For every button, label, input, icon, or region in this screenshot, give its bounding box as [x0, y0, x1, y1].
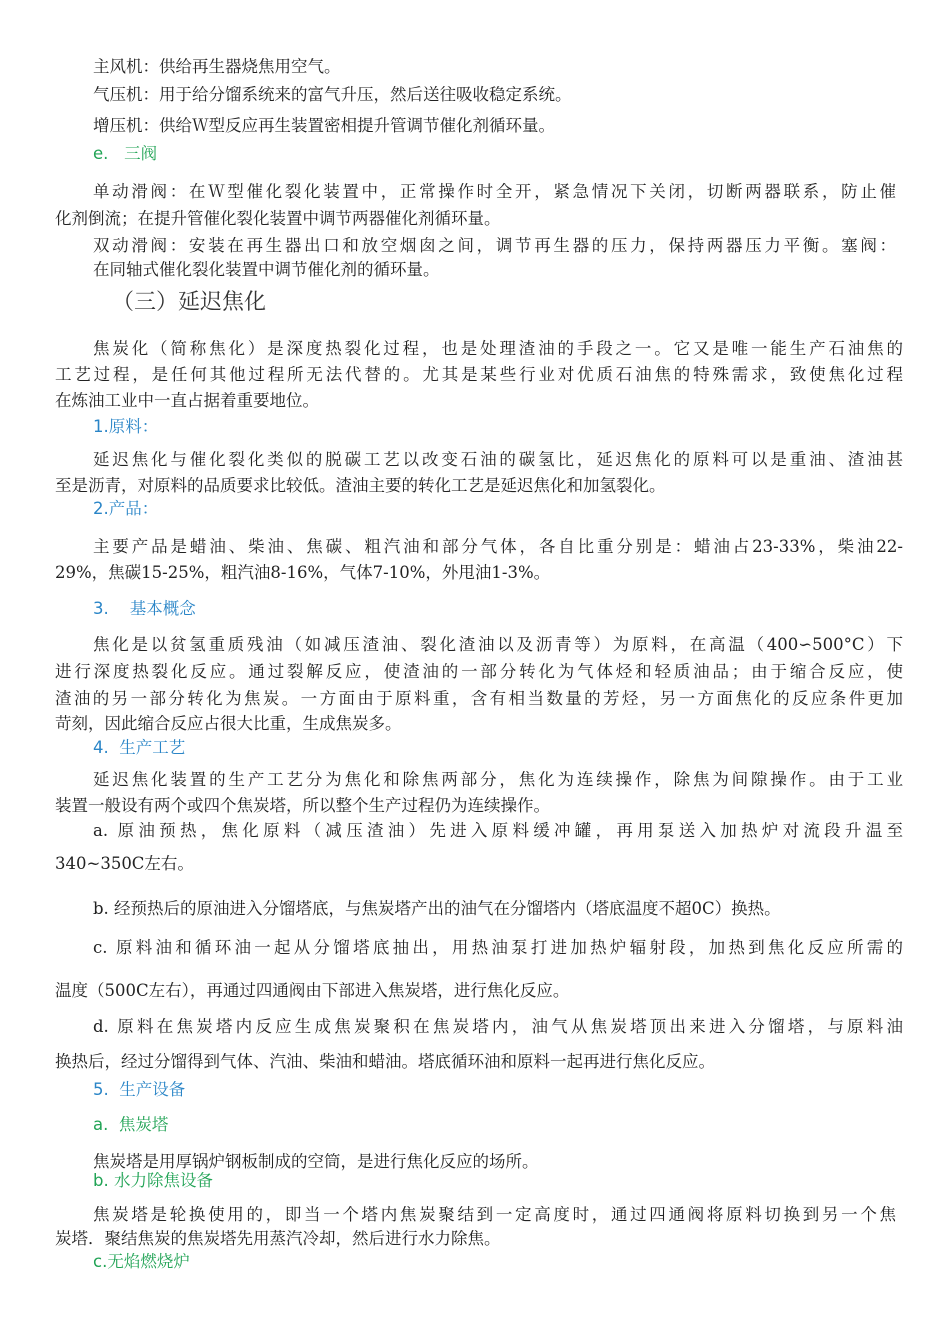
step-a-line2: 340~350C左右。: [55, 854, 194, 873]
heading-marker: b.: [93, 1171, 109, 1190]
heading-three-valves: [93, 143, 157, 165]
paragraph-coke-tower: 焦炭塔是用厚锅炉钢板制成的空筒，是进行焦化反应的场所。: [93, 1152, 539, 1171]
heading-raw-material: 1.原料：: [93, 417, 159, 436]
paragraph-single-slide-valve-line1: 单动滑阀：在Ｗ型催化裂化装置中，正常操作时全开，紧急情况下关闭，切断两器联系，防止催: [93, 182, 896, 201]
paragraph-decoking-line1: 焦炭塔是轮换使用的，即当一个塔内焦炭聚结到一定高度时，通过四通阀将原料切换到另一个焦: [93, 1205, 896, 1224]
paragraph-double-slide-valve-line2: 在同轴式催化裂化装置中调节催化剂的循环量。: [93, 260, 440, 279]
paragraph-single-slide-valve-line2: 化剂倒流；在提升管催化裂化装置中调节两器催化剂循环量。: [55, 209, 501, 228]
paragraph-products-line1: 主要产品是蜡油、柴油、焦碳、粗汽油和部分气体，各自比重分别是：蜡油占23-33%，柴油22-: [93, 537, 903, 556]
paragraph-process-line1: 延迟焦化装置的生产工艺分为焦化和除焦两部分，焦化为连续操作，除焦为间隙操作。由于工业: [93, 770, 903, 789]
paragraph-booster: 增压机：供给Ｗ型反应再生装置密相提升管调节催化剂循环量。: [93, 116, 555, 135]
heading-production-equipment: [93, 1079, 185, 1101]
step-d-line2: 换热后，经过分馏得到气体、汽油、柴油和蜡油。塔底循环油和原料一起再进行焦化反应。: [55, 1052, 715, 1071]
paragraph-products-line2: 29%，焦碳15-25%，粗汽油8-16%，气体7-10%，外甩油1-3%。: [55, 563, 551, 582]
paragraph-double-slide-valve-line1: 双动滑阀：安装在再生器出口和放空烟囱之间，调节再生器的压力，保持两器压力平衡。塞阀：: [93, 236, 896, 255]
heading-marker: 3.: [93, 599, 109, 618]
paragraph-intro-line1: 焦炭化（简称焦化）是深度热裂化过程，也是处理渣油的手段之一。它又是唯一能生产石油焦的: [93, 339, 903, 358]
section-title-delayed-coking: （三）延迟焦化: [112, 290, 267, 315]
paragraph-concept-line2: 进行深度热裂化反应。通过裂解反应，使渣油的一部分转化为气体烃和轻质油品；由于缩合反应，使: [55, 662, 903, 681]
heading-text: 无焰燃烧炉: [107, 1252, 190, 1271]
heading-text: 水力除焦设备: [113, 1171, 213, 1190]
paragraph-raw-material-line1: 延迟焦化与催化裂化类似的脱碳工艺以改变石油的碳氢比，延迟焦化的原料可以是重油、渣油甚: [93, 450, 903, 469]
heading-production-process: [93, 737, 185, 759]
step-c-line2: 温度（500C左右），再通过四通阀由下部进入焦炭塔，进行焦化反应。: [55, 981, 570, 1000]
step-b-line1: b. 经预热后的原油进入分馏塔底，与焦炭塔产出的油气在分馏塔内（塔底温度不超0C）换热。: [93, 899, 781, 918]
paragraph-intro-line2: 工艺过程，是任何其他过程所无法代替的。尤其是某些行业对优质石油焦的特殊需求，致使焦化过程: [55, 365, 903, 384]
heading-marker: a.: [93, 1115, 109, 1134]
heading-text: 生产工艺: [119, 738, 186, 757]
paragraph-gas-compressor: 气压机：用于给分馏系统来的富气升压，然后送往吸收稳定系统。: [93, 85, 572, 104]
heading-marker: 4.: [93, 738, 109, 757]
paragraph-decoking-line2: 炭塔．聚结焦炭的焦炭塔先用蒸汽冷却，然后进行水力除焦。: [55, 1229, 501, 1248]
heading-marker: c.: [93, 1252, 108, 1271]
heading-text: 焦炭塔: [118, 1115, 169, 1134]
heading-text: 生产设备: [119, 1080, 186, 1099]
heading-text: 三阀: [124, 144, 158, 163]
paragraph-concept-line3: 渣油的另一部分转化为焦炭。一方面由于原料重，含有相当数量的芳烃，另一方面焦化的反应条件更加: [55, 689, 903, 708]
step-c-line1: c. 原料油和循环油一起从分馏塔底抽出，用热油泵打进加热炉辐射段，加热到焦化反应所需的: [93, 938, 903, 957]
paragraph-intro-line3: 在炼油工业中一直占据着重要地位。: [55, 391, 319, 410]
heading-basic-concept: [93, 598, 196, 620]
heading-marker: e.: [93, 144, 109, 163]
heading-hydraulic-decoking: [93, 1170, 213, 1192]
paragraph-raw-material-line2: 至是沥青，对原料的品质要求比较低。渣油主要的转化工艺是延迟焦化和加氢裂化。: [55, 476, 666, 495]
paragraph-main-blower: 主风机：供给再生器烧焦用空气。: [93, 57, 341, 76]
heading-flameless-furnace: [93, 1251, 190, 1273]
paragraph-process-line2: 装置一般设有两个或四个焦炭塔，所以整个生产过程仍为连续操作。: [55, 796, 550, 815]
paragraph-concept-line1: 焦化是以贫氢重质残油（如减压渣油、裂化渣油以及沥青等）为原料，在高温（400∽500°C）下: [93, 635, 903, 654]
heading-marker: 5.: [93, 1080, 109, 1099]
heading-coke-tower: [93, 1114, 168, 1136]
heading-text: 基本概念: [129, 599, 196, 618]
step-a-line1: a. 原油预热，焦化原料（减压渣油）先进入原料缓冲罐，再用泵送入加热炉对流段升温至: [93, 821, 903, 840]
step-d-line1: d. 原料在焦炭塔内反应生成焦炭聚积在焦炭塔内，油气从焦炭塔顶出来进入分馏塔，与原料油: [93, 1017, 903, 1036]
heading-products: 2.产品：: [93, 499, 159, 518]
paragraph-concept-line4: 苛刻，因此缩合反应占很大比重，生成焦炭多。: [55, 714, 402, 733]
